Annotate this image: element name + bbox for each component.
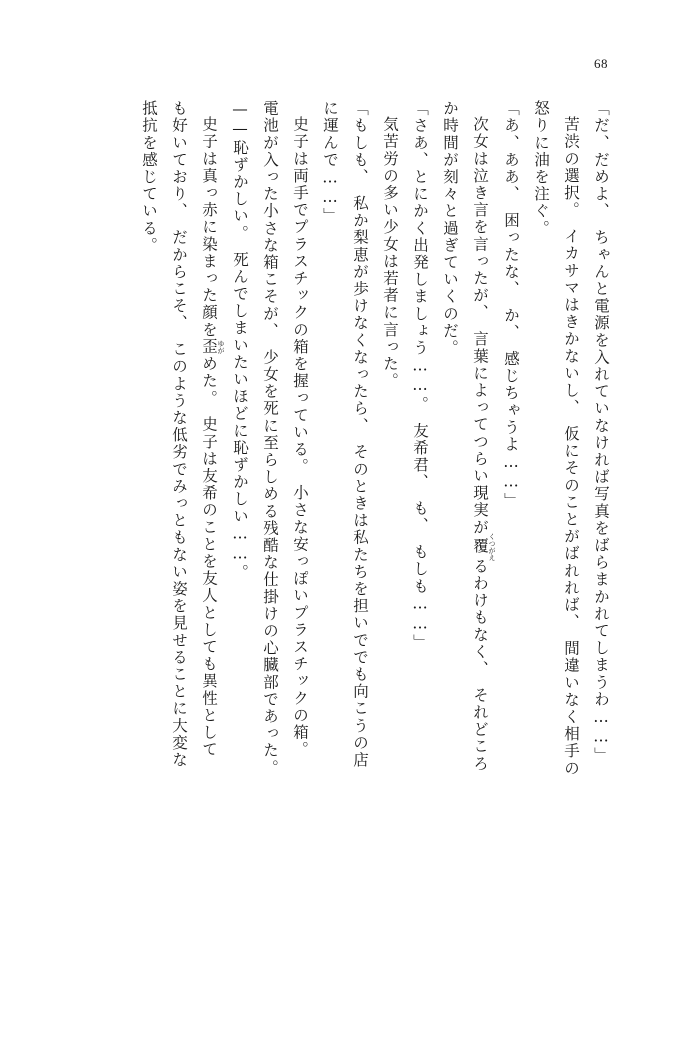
page-number: 68: [594, 56, 608, 71]
paragraph: 「もしも、 私か梨恵が歩けなくなったら、 そのときは私たちを担いででも向こうの店: [351, 100, 369, 769]
paragraph: 抵抗を感じている。: [140, 100, 158, 254]
paragraph: 「だ、だめよ、 ちゃんと電源を入れていなければ写真をばらまかれてしまうわ……」: [592, 100, 610, 765]
paragraph: 「あ、ああ、 困ったな、 か、 感じちゃうよ……」: [502, 100, 520, 510]
ruby-yuga: 歪 ゆが: [200, 337, 225, 355]
paragraph: 史子は両手でプラスチックの箱を握っている。 小さな安っぽいプラスチックの箱。: [291, 115, 309, 758]
paragraph: 苦渋の選択。 イカサマはきかないし、 仮にそのことがばれれば、 間違いなく相手の: [562, 115, 580, 777]
paragraph-with-ruby: 史子は真っ赤に染まった顔を歪 ゆがめた。 史子は友希のことを友人としても異性として: [200, 115, 225, 758]
paragraph: も好いており、 だからこそ、 このような低劣でみっともない姿を見せることに大変な: [170, 100, 188, 769]
page-text-body: [56, 100, 616, 980]
paragraph: か時間が刻々と過ぎていくのだ。: [441, 100, 459, 357]
ruby-kutsugae: 覆 くつがえ: [471, 532, 496, 561]
paragraph-with-ruby: 次女は泣き言を言ったが、 言葉によってつらい現実が覆 くつがえるわけもなく、 それどころ: [471, 115, 496, 772]
paragraph: に運んで……」: [321, 100, 339, 225]
paragraph: 怒りに油を注ぐ。: [532, 100, 550, 237]
paragraph: ——恥ずかしい。 死んでしまいたいほどに恥ずかしい……。: [231, 100, 249, 582]
paragraph: 「さあ、とにかく出発しましょう……。 友希君、 も、 もしも……」: [411, 100, 429, 652]
paragraph: 気苦労の多い少女は若者に言った。: [381, 115, 399, 390]
paragraph: 電池が入った小さな箱こそが、 少女を死に至らしめる残酷な仕掛けの心臓部であった。: [261, 100, 279, 777]
